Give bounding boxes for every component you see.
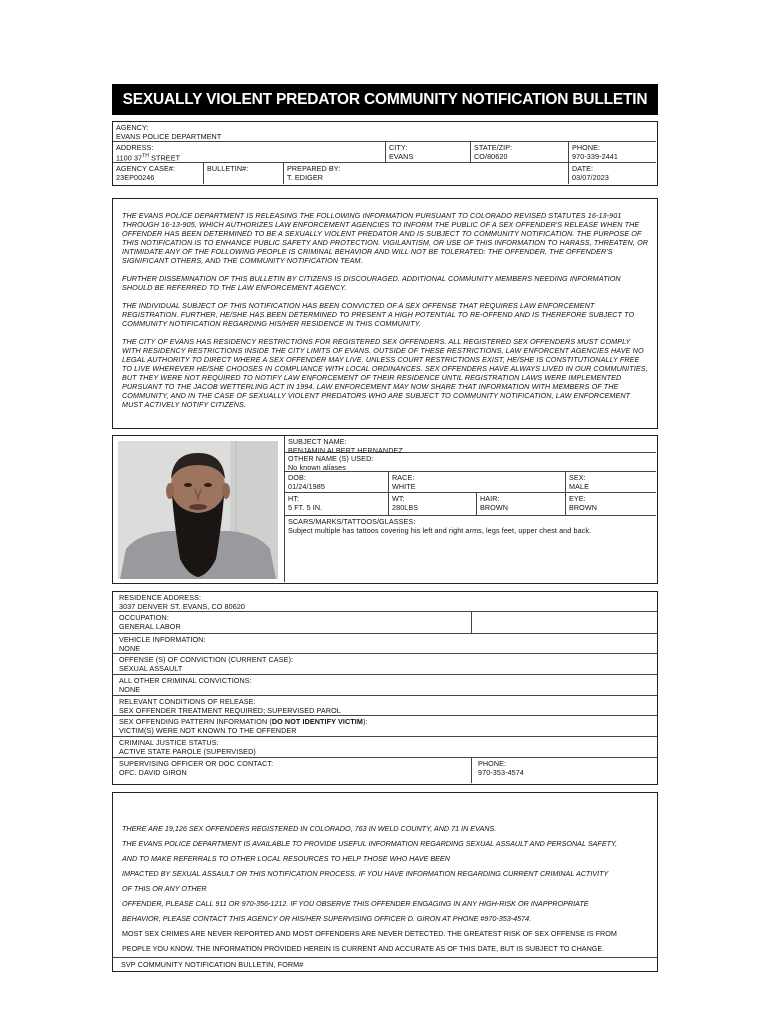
pattern-label-bold: DO NOT IDENTIFY VICTIM <box>271 717 363 726</box>
statezip-cell <box>471 142 569 163</box>
prepared-value: T. EDIGER <box>287 173 324 182</box>
race-value: WHITE <box>392 482 416 491</box>
weight-value: 280LBS <box>392 503 419 512</box>
agency-label: AGENCY: <box>116 123 149 132</box>
footer-line-8: MOST SEX CRIMES ARE NEVER REPORTED AND MOST OFFENDERS ARE NEVER DETECTED. THE GREATEST RISK OF SEX OFFENSE IS FROM <box>122 929 617 938</box>
subject-section <box>112 435 658 584</box>
date-label: DATE: <box>572 164 594 173</box>
weight-label: WT: <box>392 494 405 503</box>
hair-label: HAIR: <box>480 494 500 503</box>
scars-label: SCARS/MARKS/TATTOOS/GLASSES: <box>288 517 416 526</box>
release-row <box>113 696 657 716</box>
case-label: AGENCY CASE#: <box>116 164 176 173</box>
agency-cell <box>113 122 656 142</box>
sex-label: SEX: <box>569 473 586 482</box>
prepared-label: PREPARED BY: <box>287 164 341 173</box>
bulletin-cell <box>204 163 284 184</box>
occupation-row <box>113 612 657 634</box>
sex-cell <box>565 472 656 493</box>
residence-row <box>113 592 657 612</box>
status-value: ACTIVE STATE PAROLE (SUPERVISED) <box>119 747 256 756</box>
notice-section <box>112 198 658 429</box>
race-label: RACE: <box>392 473 415 482</box>
vehicle-label: VEHICLE INFORMATION: <box>119 635 206 644</box>
address-value <box>116 152 382 162</box>
release-value: SEX OFFENDER TREATMENT REQUIRED; SUPERVISED PAROL <box>119 706 341 715</box>
pattern-row <box>113 716 657 737</box>
notice-paragraph-4: THE CITY OF EVANS HAS RESIDENCY RESTRICTIONS FOR REGISTERED SEX OFFENDERS. ALL REGISTERED SEX OFFENDERS MUST COMPLY WITH RESIDENCY RESTRICTIONS INSIDE THE CITY LIMITS OF EVANS. OUTSIDE OF THESE RESTRICTIONS, LAW ENFORCENT AGENCIES HAVE NO LEGAL AUTHORITY TO DIRECT WHERE A SEX OFFENDER MAY LIVE. UNLESS COURT RESTRICTIONS EXIST, HE/SHE IS CONSTITUTIONALLY FREE TO LIVE WHEREVER HE/SHE CHOOSES IN COMPLIANCE WITH LOCAL ORDINANCES. SEX OFFENDERS HAVE ALWAYS LIVED IN OUR COMMUNITIES, BUT THEY WERE NOT REQUIRED TO NOTIFY LAW ENFORCEMENT OF THEIR RESIDENCE UNTIL REGISTRATION LAWS WERE IMPLEMENTED PURSUANT TO THE JACOB WETTERLING ACT IN 1994. LAW ENFORCEMENT MAY NOW SHARE THAT INFORMATION WITH MEMBERS OF THE COMMUNITY, AND IN THE CASE OF SEXUALLY VIOLENT PREDATORS WHO ARE SUBJECT TO COMMUNITY NOTIFICATION, LAW ENFORCEMENT MUST ACTIVELY NOTIFY CITIZENS. <box>122 337 648 409</box>
vehicle-row <box>113 634 657 654</box>
subject-photo <box>118 441 278 579</box>
city-value: EVANS <box>389 152 414 161</box>
case-value: 23EP00246 <box>116 173 155 182</box>
officer-phone-value: 970-353-4574 <box>478 768 524 777</box>
statezip-label: STATE/ZIP: <box>474 143 513 152</box>
bulletin-label: BULLETIN#: <box>207 164 249 173</box>
officer-row <box>113 758 657 783</box>
footer-line-7: BEHAVIOR, PLEASE CONTACT THIS AGENCY OR HIS/HER SUPERVISING OFFICER D. GIRON AT PHONE #970-353-4574. <box>122 914 532 923</box>
sex-value: MALE <box>569 482 589 491</box>
officer-phone-label: PHONE: <box>478 759 507 768</box>
footer-line-9: PEOPLE YOU KNOW. THE INFORMATION PROVIDED HEREIN IS CURRENT AND ACCURATE AS OF THIS DATE, BUT IS SUBJECT TO CHANGE. <box>122 944 605 953</box>
dob-cell <box>284 472 388 493</box>
footer-line-3: AND TO MAKE REFERRALS TO OTHER LOCAL RESOURCES TO HELP THOSE WHO HAVE BEEN <box>122 854 450 863</box>
pattern-label-end: ): <box>362 717 368 726</box>
footer-line-6: OFFENDER, PLEASE CALL 911 OR 970-356-1212. IF YOU OBSERVE THIS OFFENDER ENGAGING IN ANY HIGH-RISK OR INAPPROPRIATE <box>122 899 589 908</box>
date-cell <box>569 163 656 184</box>
scars-value: Subject multiple has tattoos covering his left and right arms, legs feet, upper chest and back. <box>288 526 592 535</box>
bulletin-title <box>112 84 658 115</box>
pattern-label <box>119 717 651 726</box>
city-label: CITY: <box>389 143 408 152</box>
eye-value: BROWN <box>569 503 598 512</box>
officer-phone-cell <box>471 758 656 783</box>
eye-label: EYE: <box>569 494 586 503</box>
notice-paragraph-2: FURTHER DISSEMINATION OF THIS BULLETIN BY CITIZENS IS DISCOURAGED. ADDITIONAL COMMUNITY MEMBERS NEEDING INFORMATION SHOULD BE REFERRED TO THE LAW ENFORCEMENT AGENCY. <box>122 274 621 292</box>
hair-cell <box>476 493 565 516</box>
occupation-blank-cell <box>471 612 656 633</box>
status-row <box>113 737 657 758</box>
statezip-value: CO/80620 <box>474 152 508 161</box>
other-convictions-value: NONE <box>119 685 141 694</box>
case-cell <box>113 163 204 184</box>
pattern-value: VICTIM(S) WERE NOT KNOWN TO THE OFFENDER <box>119 726 297 735</box>
notice-paragraph-3: THE INDIVIDUAL SUBJECT OF THIS NOTIFICATION HAS BEEN CONVICTED OF A SEX OFFENSE THAT REQUIRES LAW ENFORCEMENT REGISTRATION. FURTHER, HE/SHE HAS BEEN DETERMINED TO PRESENT A HIGH POTENTIAL TO RE-OFFEND AND IS THEREFORE SUBJECT TO COMMUNITY NOTIFICATION REGARDING HIS/HER RESIDENCE IN THIS COMMUNITY. <box>122 301 635 328</box>
name-label: SUBJECT NAME: <box>288 437 347 446</box>
height-cell <box>284 493 388 516</box>
occupation-label: OCCUPATION: <box>119 613 169 622</box>
footer-line-1: THERE ARE 19,126 SEX OFFENDERS REGISTERED IN COLORADO, 763 IN WELD COUNTY, AND 71 IN EVANS. <box>122 824 497 833</box>
agency-header-table <box>112 121 658 186</box>
address-cell <box>113 142 386 163</box>
footer-section <box>112 792 658 972</box>
offense-row <box>113 654 657 675</box>
name-value: BENJAMIN ALBERT HERNANDEZ <box>288 446 403 455</box>
eye-cell <box>565 493 656 516</box>
footer-line-4: IMPACTED BY SEXUAL ASSAULT OR THIS NOTIFICATION PROCESS. IF YOU HAVE INFORMATION REGARDING CURRENT CRIMINAL ACTIVITY <box>122 869 609 878</box>
city-cell <box>386 142 471 163</box>
phone-value: 970-339-2441 <box>572 152 618 161</box>
other-names-cell <box>284 453 656 472</box>
hair-value: BROWN <box>480 503 509 512</box>
officer-label: SUPERVISING OFFICER OR DOC CONTACT: <box>119 759 274 768</box>
address-number: 1100 37 <box>116 153 143 163</box>
phone-cell <box>569 142 656 163</box>
dob-value: 01/24/1985 <box>288 482 325 491</box>
release-label: RELEVANT CONDITIONS OF RELEASE: <box>119 697 256 706</box>
date-value: 03/07/2023 <box>572 173 609 182</box>
pattern-label-start: SEX OFFENDING PATTERN INFORMATION ( <box>119 717 272 726</box>
height-value: 5 FT. 5 IN. <box>288 503 323 512</box>
agency-value: EVANS POLICE DEPARTMENT <box>116 132 222 141</box>
dob-label: DOB: <box>288 473 306 482</box>
residence-label: RESIDENCE ADDRESS: <box>119 593 202 602</box>
vehicle-value: NONE <box>119 644 141 653</box>
phone-label: PHONE: <box>572 143 601 152</box>
address-label: ADDRESS: <box>116 143 154 152</box>
officer-value: OFC. DAVID GIRON <box>119 768 187 777</box>
footer-line-2: THE EVANS POLICE DEPARTMENT IS AVAILABLE TO PROVIDE USEFUL INFORMATION REGARDING SEXUAL ASSAULT AND PERSONAL SAFETY, <box>122 839 618 848</box>
address-street: STREET <box>149 153 181 163</box>
offense-label: OFFENSE (S) OF CONVICTION (CURRENT CASE): <box>119 655 294 664</box>
notice-paragraph-1: THE EVANS POLICE DEPARTMENT IS RELEASING THE FOLLOWING INFORMATION PURSUANT TO COLORADO REVISED STATUTES 16-13-901 THROUGH 16-13-905, WHICH AUTHORIZES LAW ENFORCEMENT AGENCIES TO INFORM THE PUBLIC OF A SEX OFFENDER'S RELEASE WHEN THE OFFENDER HAS BEEN DETERMINED TO BE A SEXUALLY VIOLENT PREDATOR AND IS SUBJECT TO COMMUNITY NOTIFICATION. THE PURPOSE OF THIS NOTIFICATION IS TO ENHANCE PUBLIC SAFETY AND PROTECTION. VIGILANTISM, OR USE OF THIS INFORMATION TO HARASS, THREATEN, OR INTIMIDATE ANY OF THE FOLLOWING PEOPLE IS CRIMINAL BEHAVIOR AND WILL NOT BE TOLERATED: THE OFFENDER, THE OFFENDER'S SIGNIFICANT OTHERS, AND THE COMMUNITY NOTIFICATION TEAM. <box>122 211 649 265</box>
weight-cell <box>388 493 476 516</box>
other-names-value: No known aliases <box>288 463 346 472</box>
offense-value: SEXUAL ASSAULT <box>119 664 183 673</box>
name-cell <box>284 436 656 453</box>
address-superscript: TH <box>142 153 150 159</box>
subject-photo-image <box>118 441 278 579</box>
status-label: CRIMINAL JUSTICE STATUS: <box>119 738 219 747</box>
residence-value: 3037 DENVER ST. EVANS, CO 80620 <box>119 602 246 611</box>
height-label: HT: <box>288 494 300 503</box>
footer-line-5: OF THIS OR ANY OTHER <box>122 884 207 893</box>
form-number: SVP COMMUNITY NOTIFICATION BULLETIN, FORM# <box>113 957 657 971</box>
other-convictions-label: ALL OTHER CRIMINAL CONVICTIONS: <box>119 676 252 685</box>
occupation-value: GENERAL LABOR <box>119 622 181 631</box>
other-convictions-row <box>113 675 657 696</box>
race-cell <box>388 472 565 493</box>
details-section <box>112 591 658 785</box>
scars-cell <box>284 516 656 582</box>
bulletin-title-text: SEXUALLY VIOLENT PREDATOR COMMUNITY NOTIFICATION BULLETIN <box>122 90 648 108</box>
other-names-label: OTHER NAME (S) USED: <box>288 454 374 463</box>
prepared-cell <box>284 163 569 184</box>
